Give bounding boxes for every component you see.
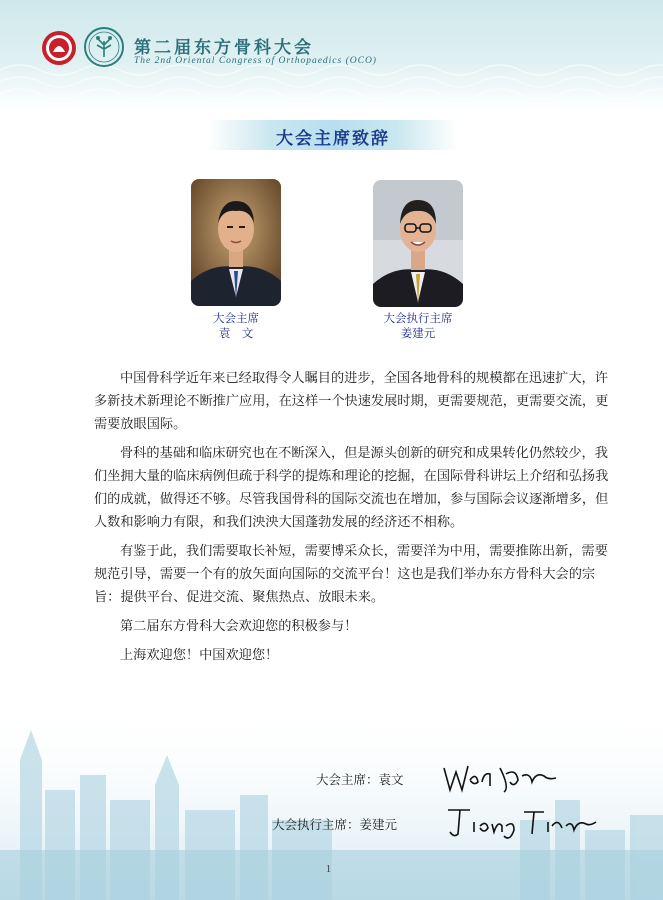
conference-title: 第二届东方骨科大会	[134, 38, 314, 58]
exec-chair-role: 大会执行主席	[383, 311, 453, 325]
exec-chair-signature-label: 大会执行主席：姜建元	[272, 817, 398, 832]
exec-chair-caption	[358, 311, 478, 341]
chair-photo	[191, 179, 281, 306]
chair-signature-icon	[440, 758, 560, 798]
exec-chair-photo	[373, 180, 463, 307]
section-title-bar	[208, 120, 458, 150]
page-number: 1	[326, 864, 331, 875]
chair-name: 袁 文	[218, 326, 254, 340]
chair-role: 大会主席	[213, 311, 259, 325]
chair-signature-label: 大会主席：袁文	[316, 772, 404, 787]
exec-chair-signature-icon	[440, 802, 600, 842]
paragraph-5: 上海欢迎您！中国欢迎您！	[120, 648, 279, 663]
paragraph-3: 有鉴于此，我们需要取长补短，需要博采众长，需要洋为中用，需要推陈出新，需要规范引导，需要一个有的放矢面向国际的交流平台！这也是我们举办东方骨科大会的宗旨：提供平台、促进交流、聚焦热点、放眼未来。	[94, 544, 608, 605]
exec-chair-portrait-icon	[373, 180, 463, 307]
exec-chair-name: 姜建元	[400, 326, 436, 340]
chair-portrait-icon	[191, 179, 281, 306]
wave-pattern	[0, 60, 663, 110]
hospital-logo-icon	[41, 30, 77, 66]
paragraph-2: 骨科的基础和临床研究也在不断深入，但是源头创新的研究和成果转化仍然较少，我们坐拥大量的临床病例但疏于科学的提炼和理论的挖掘，在国际骨科讲坛上介绍和弘扬我们的成就，做得还不够。尽管我国骨科的国际交流也在增加，参与国际会议逐渐增多，但人数和影响力有限，和我们泱泱大国蓬勃发展的经济还不相称。	[94, 446, 609, 530]
chair-caption	[176, 311, 296, 341]
speech-body	[94, 367, 614, 667]
congress-logo-icon	[84, 27, 124, 67]
shanghai-skyline-image	[0, 700, 663, 900]
paragraph-1: 中国骨科学近年来已经取得令人瞩目的进步，全国各地骨科的规模都在迅速扩大，许多新技术新理论不断推广应用，在这样一个快速发展时期，更需要规范，更需要交流，更需要放眼国际。	[94, 371, 609, 432]
paragraph-4: 第二届东方骨科大会欢迎您的积极参与！	[120, 619, 358, 634]
section-title: 大会主席致辞	[276, 129, 390, 149]
conference-subtitle: The 2nd Oriental Congress of Orthopaedics (OCO)	[134, 56, 377, 66]
